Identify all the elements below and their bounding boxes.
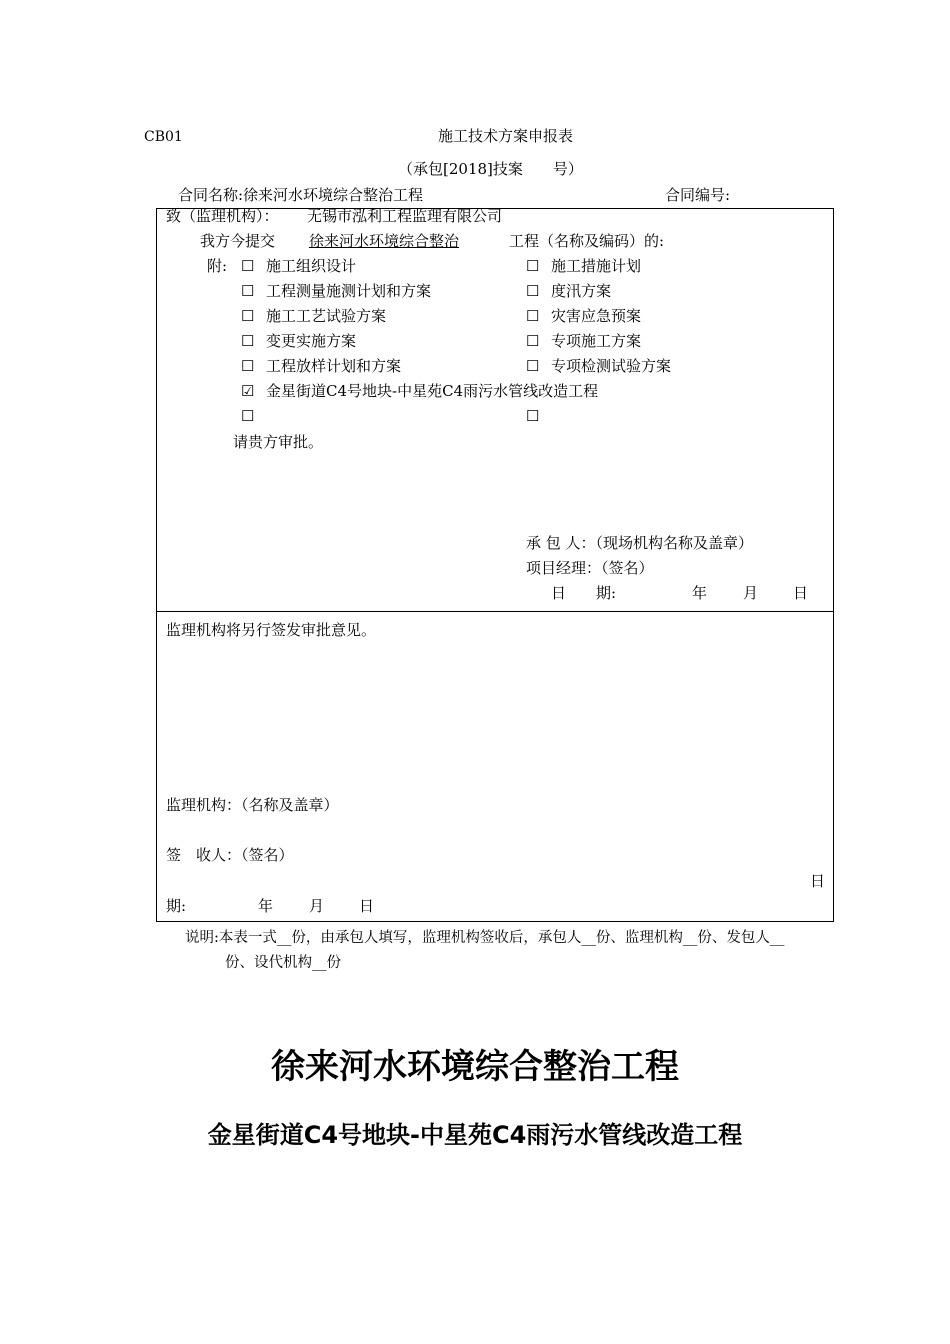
supervisor-name: 无锡市泓利工程监理有限公司 <box>307 207 503 225</box>
item-emergency-plan: 灾害应急预案 <box>551 307 642 325</box>
date-month-2: 月 <box>309 897 325 915</box>
item-special-test: 专项检测试验方案 <box>551 357 672 375</box>
checkbox-checked-icon[interactable]: ☑ <box>241 382 255 400</box>
form-number: （承包[2018]技案 号） <box>398 160 583 178</box>
checkbox-icon[interactable]: ☐ <box>526 357 540 375</box>
checkbox-icon[interactable]: ☐ <box>241 282 255 300</box>
checkbox-icon[interactable]: ☐ <box>526 307 540 325</box>
submit-project <box>284 234 506 249</box>
date-month: 月 <box>743 584 759 602</box>
checkbox-icon[interactable]: ☐ <box>526 257 540 275</box>
form-table <box>156 208 834 922</box>
item-flood-plan: 度汛方案 <box>551 282 612 300</box>
submit-project-text: 徐来河水环境综合整治 <box>309 232 460 250</box>
project-subtitle: 金星街道C4号地块-中星苑C4雨污水管线改造工程 <box>207 1121 743 1149</box>
section-divider <box>156 611 834 612</box>
item-change-plan: 变更实施方案 <box>266 332 357 350</box>
item-checked-project: 金星街道C4号地块-中星苑C4雨污水管线改造工程 <box>266 382 599 400</box>
item-construction-design: 施工组织设计 <box>266 257 357 275</box>
checkbox-icon[interactable]: ☐ <box>526 407 540 425</box>
checkbox-icon[interactable]: ☐ <box>241 332 255 350</box>
project-title: 徐来河水环境综合整治工程 <box>271 1047 679 1087</box>
manager-label: 项目经理：（签名） <box>526 559 654 577</box>
date-label: 日 期: <box>551 584 617 602</box>
item-layout-plan: 工程放样计划和方案 <box>266 357 402 375</box>
checkbox-icon[interactable]: ☐ <box>241 407 255 425</box>
submit-prefix: 我方今提交 <box>200 232 276 250</box>
checkbox-icon[interactable]: ☐ <box>526 332 540 350</box>
item-process-test: 施工工艺试验方案 <box>266 307 387 325</box>
request-text: 请贵方审批。 <box>233 433 324 451</box>
receiver-label: 签 收人：（签名） <box>166 846 294 864</box>
item-special-construction: 专项施工方案 <box>551 332 642 350</box>
submit-suffix: 工程（名称及编码）的: <box>509 232 665 250</box>
notes-line-1: 说明:本表一式__份，由承包人填写，监理机构签收后，承包人__份、监理机构__份、发包人__ <box>185 930 785 946</box>
contract-name: 合同名称:徐来河水环境综合整治工程 <box>178 186 424 204</box>
supervisor-agency-label: 监理机构：（名称及盖章） <box>166 796 339 814</box>
checkbox-icon[interactable]: ☐ <box>526 282 540 300</box>
form-code: CB01 <box>144 129 183 145</box>
date-day-2: 日 <box>359 897 375 915</box>
contract-number: 合同编号: <box>665 186 731 204</box>
checkbox-icon[interactable]: ☐ <box>241 357 255 375</box>
supervisor-opinion: 监理机构将另行签发审批意见。 <box>166 621 377 639</box>
item-measures-plan: 施工措施计划 <box>551 257 642 275</box>
form-title: 施工技术方案申报表 <box>438 127 574 145</box>
date-label-2: 期: <box>166 897 187 915</box>
checkbox-icon[interactable]: ☐ <box>241 307 255 325</box>
attach-label: 附: <box>207 257 228 275</box>
date-day-top: 日 <box>810 872 826 890</box>
contractor-label: 承 包 人：（现场机构名称及盖章） <box>526 534 754 552</box>
to-label: 致（监理机构）： <box>166 207 279 225</box>
date-year: 年 <box>692 584 708 602</box>
checkbox-icon[interactable]: ☐ <box>241 257 255 275</box>
date-day: 日 <box>793 584 809 602</box>
item-survey-plan: 工程测量施测计划和方案 <box>266 282 432 300</box>
date-year-2: 年 <box>258 897 274 915</box>
notes-line-2: 份、设代机构__份 <box>225 955 341 971</box>
